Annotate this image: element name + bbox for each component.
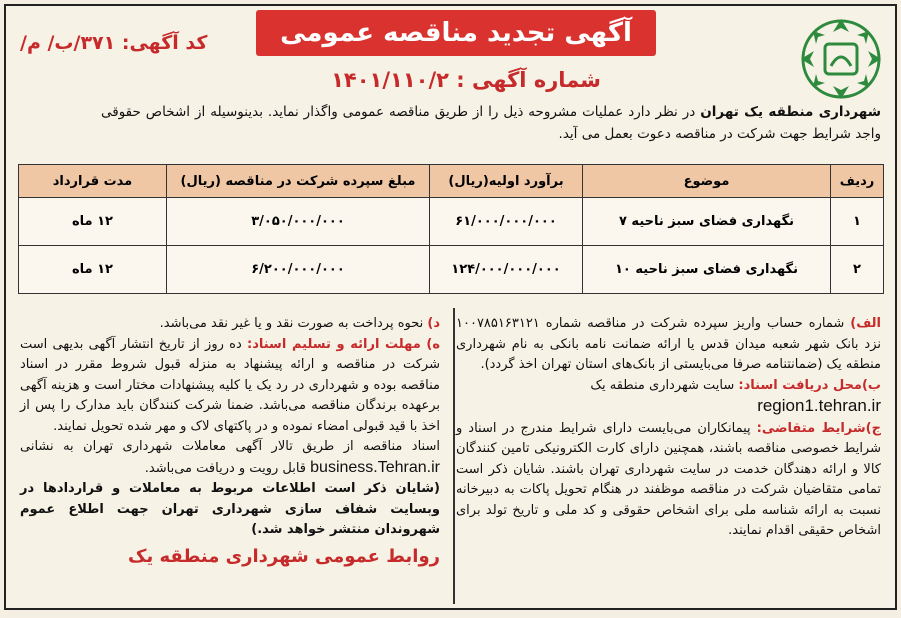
tender-notice xyxy=(4,4,897,610)
region1-site-link[interactable]: region1.tehran.ir xyxy=(757,396,881,415)
column-divider xyxy=(453,308,455,604)
section-he-text: ده روز از تاریخ انتشار آگهی بدیهی است شرکت در مناقصه و ارائه پیشنهاد به منزله قبول شروط مقرر در اسناد مناقصه بوده و شهرداری در رد یک یا کلیه پیشنهادات مختار است و هزینه آگهی برعهده برندگان مناقصه می‌باشد. ضمنا شرکت کنندگان باید مدارک را پس از اخذ با قید قبولی امضاء نموده و در پاکتهای لاک و مهر شده تحویل نمایند. xyxy=(20,336,440,434)
tender-docs-text: اسناد مناقصه از طریق تالار آگهی معاملات شهرداری تهران به نشانی xyxy=(20,439,440,454)
header-duration: مدت قرارداد xyxy=(19,165,167,198)
tehran-municipality-logo-icon xyxy=(797,14,885,104)
section-alef-text: شماره حساب واریز سپرده شرکت در مناقصه شماره ۱۰۰۷۸۵۱۶۳۱۲۱ نزد بانک شهر شعبه میدان قدس یا ارائه ضمانت نامه بانکی به نام شهرداری منطقه یک (ضمانتنامه صرفا می‌بایستی از بانک‌های استان تهران اخذ گردد). xyxy=(456,316,881,372)
section-dal-text: نحوه پرداخت به صورت نقد و یا غیر نقد می‌باشد. xyxy=(159,316,424,331)
section-be xyxy=(456,376,881,419)
section-dal xyxy=(20,314,440,335)
section-dal-label: د) xyxy=(427,316,440,331)
intro-paragraph xyxy=(101,101,881,145)
tender-docs-tail: قابل رویت و دریافت می‌باشد. xyxy=(144,460,311,476)
cell-estimate: ۱۲۴/۰۰۰/۰۰۰/۰۰۰ xyxy=(430,246,583,294)
tender-table xyxy=(18,164,884,294)
notice-title: آگهی تجدید مناقصه عمومی xyxy=(256,10,656,56)
table-row xyxy=(19,198,884,246)
section-be-text: سایت شهرداری منطقه یک xyxy=(590,377,735,393)
cell-duration: ۱۲ ماه xyxy=(19,198,167,246)
cell-duration: ۱۲ ماه xyxy=(19,246,167,294)
cell-subject: نگهداری فضای سبز ناحیه ۷ xyxy=(583,198,831,246)
section-alef xyxy=(456,314,881,376)
cell-deposit: ۶/۲۰۰/۰۰۰/۰۰۰ xyxy=(167,246,430,294)
organization-name: شهرداری منطقه یک تهران xyxy=(700,104,881,120)
header-subject: موضوع xyxy=(583,165,831,198)
header-deposit: مبلغ سپرده شرکت در مناقصه (ریال) xyxy=(167,165,430,198)
cell-row-number: ۱ xyxy=(831,198,884,246)
section-be-label: ب)محل دریافت اسناد: xyxy=(738,377,881,393)
section-jim-text: پیمانکاران می‌بایست دارای شرایط مندرج در اسناد و شرایط خصوصی مناقصه باشند، همچنین دارای کارت الکترونیکی تامین کنندگان کالا و ارائه دهندگان خدمت در سایت شهرداری تهران باشند. شایان ذکر است تمامی متقاضیان شرکت در مناقصه موظفند در هنگام تحویل پاکات به دبیرخانه نسبت به ارائه شناسه ملی برای اشخاص حقوقی و کد ملی و تاریخ تولد برای اشخاص حقیقی اقدام نمایند. xyxy=(456,420,881,538)
section-he xyxy=(20,335,440,438)
ad-code: کد آگهی: ۳۷۱/ب/ م/ xyxy=(20,32,208,54)
table-header-row xyxy=(19,165,884,198)
section-jim xyxy=(456,419,881,542)
transparency-note: (شایان ذکر است اطلاعات مربوط به معاملات و قراردادها در وبسایت شفاف سازی شهرداری تهران جهت اطلاع عموم شهروندان منتشر خواهد شد.) xyxy=(20,481,440,537)
cell-row-number: ۲ xyxy=(831,246,884,294)
section-alef-label: الف) xyxy=(850,316,882,331)
conditions-left-column xyxy=(20,314,440,567)
public-relations-footer: روابط عمومی شهرداری منطقه یک xyxy=(128,545,440,567)
section-jim-label: ج)شرایط متقاضی: xyxy=(756,420,881,436)
section-he-label: ه) مهلت ارائه و تسلیم اسناد: xyxy=(247,336,441,352)
cell-estimate: ۶۱/۰۰۰/۰۰۰/۰۰۰ xyxy=(430,198,583,246)
business-site-link[interactable]: business.Tehran.ir xyxy=(310,458,440,476)
tender-docs-paragraph xyxy=(20,437,440,479)
ad-number: شماره آگهی : ۱۴۰۱/۱۱۰/۲ xyxy=(331,68,601,92)
table-row xyxy=(19,246,884,294)
conditions-right-column xyxy=(456,314,881,542)
cell-subject: نگهداری فضای سبز ناحیه ۱۰ xyxy=(583,246,831,294)
header-row-number: ردیف xyxy=(831,165,884,198)
intro-text: در نظر دارد عملیات مشروحه ذیل را از طریق مناقصه عمومی واگذار نماید. بدینوسیله از اشخاص حقوقی واجد شرایط جهت شرکت در مناقصه دعوت بعمل می آید. xyxy=(101,104,881,142)
cell-deposit: ۳/۰۵۰/۰۰۰/۰۰۰ xyxy=(167,198,430,246)
header-estimate: برآورد اولیه(ریال) xyxy=(430,165,583,198)
